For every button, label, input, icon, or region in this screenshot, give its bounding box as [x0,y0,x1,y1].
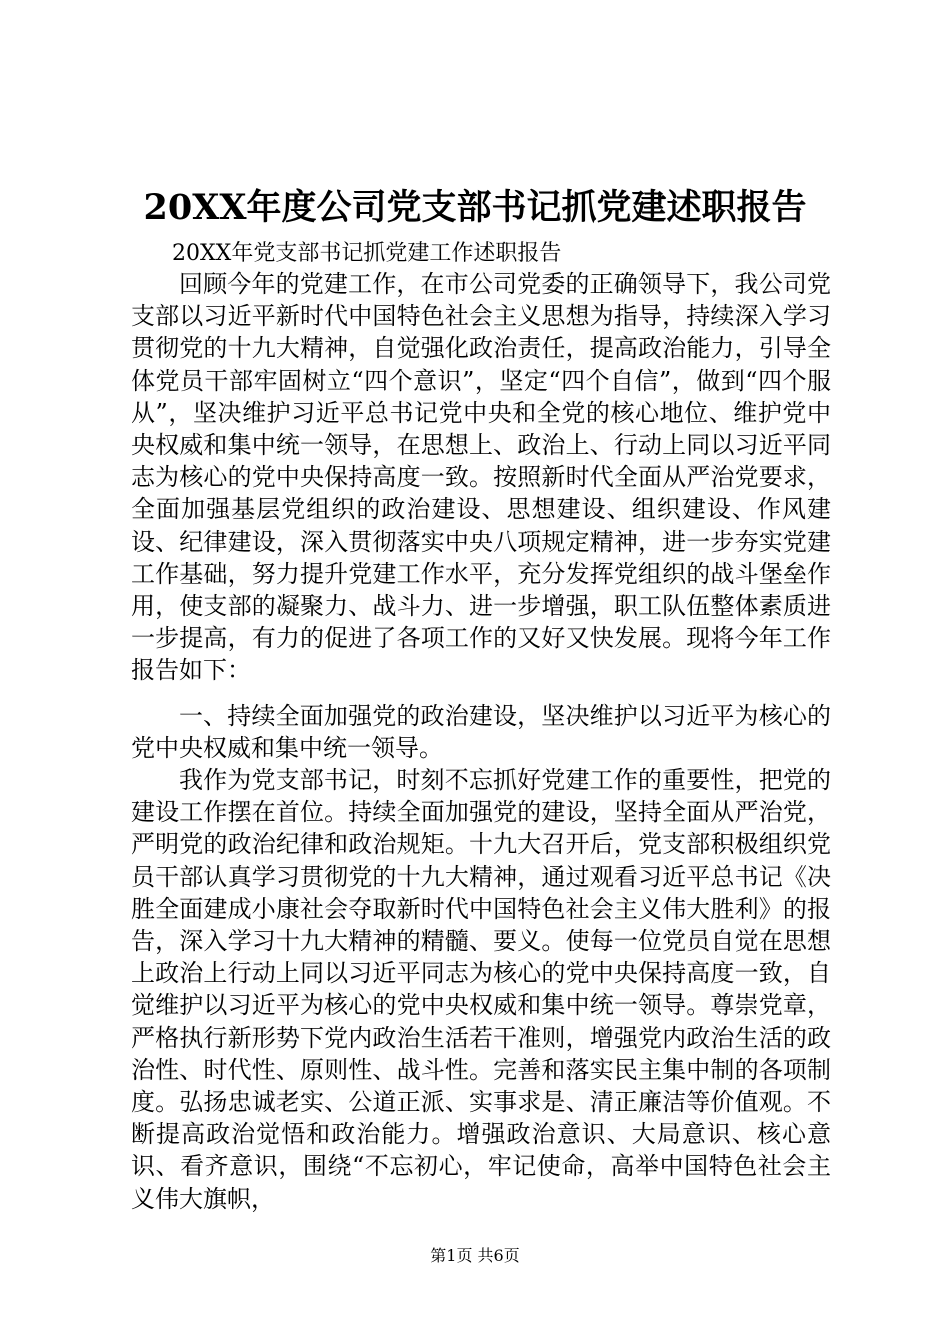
paragraph-text: 回顾今年的党建工作，在市公司党委的正确领导下，我公司党支部以习近平新时代中国特色社会主义思想为指导，持续深入学习贯彻党的十九大精神，自觉强化政治责任，提高政治能力，引导全体党员干部牢固树立“四个意识”，坚定“四个自信”，做到“四个服从”，坚决维护习近平总书记党中央和全党的核心地位、维护党中央权威和集中统一领导，在思想上、政治上、行动上同以习近平同志为核心的党中央保持高度一致。按照新时代全面从严治党要求，全面加强基层党组织的政治建设、思想建设、组织建设、作风建设、纪律建设，深入贯彻落实中央八项规定精神，进一步夯实党建工作基础，努力提升党建工作水平，充分发挥党组织的战斗堡垒作用，使支部的凝聚力、战斗力、进一步增强，职工队伍整体素质进一步提高，有力的促进了各项工作的又好又快发展。现将今年工作报告如下： [131,270,831,685]
document-subtitle: 20XX年党支部书记抓党建工作述职报告 [172,241,562,266]
section-heading-1 [131,700,831,764]
paragraph-text: 我作为党支部书记，时刻不忘抓好党建工作的重要性，把党的建设工作摆在首位。持续全面加强党的建设，坚持全面从严治党，严明党的政治纪律和政治规矩。十九大召开后，党支部积极组织党员干部认真学习贯彻党的十九大精神，通过观看习近平总书记《决胜全面建成小康社会夺取新时代中国特色社会主义伟大胜利》的报告，深入学习十九大精神的精髓、要义。使每一位党员自觉在思想上政治上行动上同以习近平同志为核心的党中央保持高度一致，自觉维护以习近平为核心的党中央权威和集中统一领导。尊崇党章，严格执行新形势下党内政治生活若干准则，增强党内政治生活的政治性、时代性、原则性、战斗性。完善和落实民主集中制的各项制度。弘扬忠诚老实、公道正派、实事求是、清正廉洁等价值观。不断提高政治觉悟和政治能力。增强政治意识、大局意识、核心意识、看齐意识，围绕“不忘初心，牢记使命，高举中国特色社会主义伟大旗帜， [131,766,831,1213]
paragraph-intro [131,268,831,687]
paragraph-section-1 [131,764,831,1215]
section-heading-text: 一、持续全面加强党的政治建设，坚决维护以习近平为核心的党中央权威和集中统一领导。 [131,702,831,763]
page-footer: 第1页 共6页 [430,1246,520,1265]
document-title: 20XX年度公司党支部书记抓党建述职报告 [143,187,807,228]
